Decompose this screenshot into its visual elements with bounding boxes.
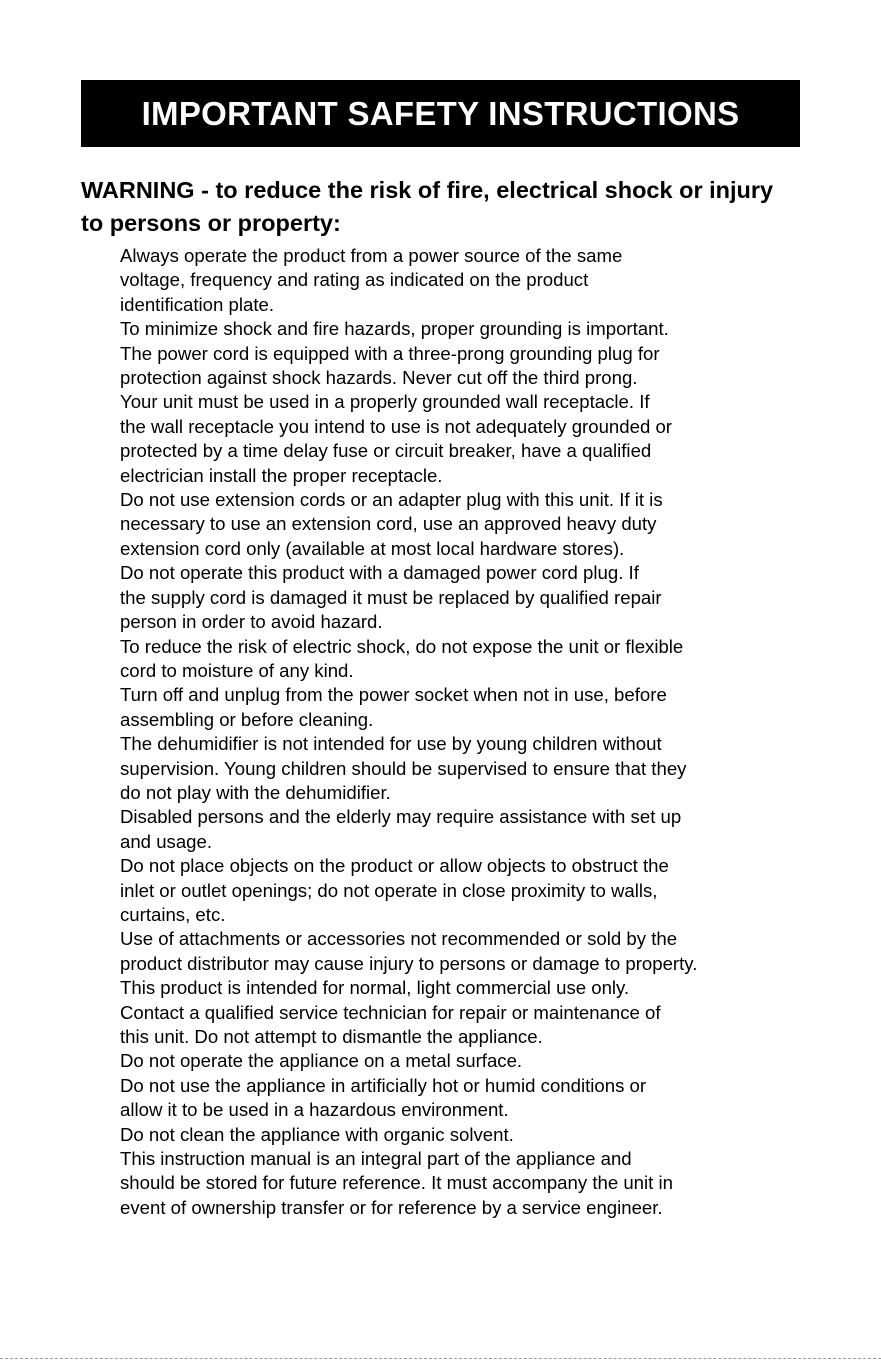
- instruction-item: The dehumidifier is not intended for use by young children without supervision. Young children should be supervised to ensure that they do not play with the dehumidifier.: [120, 733, 687, 803]
- instruction-item: Use of attachments or accessories not recommended or sold by the product distributor may cause injury to persons or damage to property.: [120, 928, 698, 974]
- instruction-item: Do not clean the appliance with organic solvent.: [120, 1123, 514, 1145]
- instruction-item: Do not use the appliance in artificially hot or humid conditions or allow it to be used in a hazardous environment.: [120, 1074, 647, 1121]
- instruction-item: This instruction manual is an integral part of the appliance and should be stored for future reference. It must accompany the unit in event of ownership transfer or for reference by a service engineer.: [120, 1148, 673, 1218]
- instructions-list: [120, 244, 805, 1220]
- instruction-item: Do not operate this product with a damaged power cord plug. If the supply cord is damaged it must be replaced by qualified repair person in order to avoid hazard.: [120, 562, 662, 633]
- instruction-item: To reduce the risk of electric shock, do not expose the unit or flexible cord to moisture of any kind.: [120, 635, 684, 681]
- bottom-divider: [0, 1358, 881, 1359]
- instruction-item: Contact a qualified service technician for repair or maintenance of this unit. Do not attempt to dismantle the appliance.: [120, 1001, 661, 1047]
- instruction-item: Turn off and unplug from the power socket when not in use, before assembling or before cleaning.: [120, 684, 667, 730]
- instruction-item: Always operate the product from a power source of the same voltage, frequency and rating as indicated on the product identification plate.: [120, 245, 623, 315]
- instruction-item: To minimize shock and fire hazards, proper grounding is important. The power cord is equipped with a three-prong grounding plug for protection against shock hazards. Never cut off the third prong. Your unit must be used in a properly grounded wall receptacle. If the wall receptacle you intend to use is not adequately grounded or protected by a time delay fuse or circuit breaker, have a qualified electrician install the proper receptacle.: [120, 318, 672, 486]
- page-title: IMPORTANT SAFETY INSTRUCTIONS: [141, 94, 740, 132]
- instruction-item: Do not operate the appliance on a metal surface.: [120, 1050, 523, 1072]
- instruction-item: Do not use extension cords or an adapter plug with this unit. If it is necessary to use an extension cord, use an approved heavy duty extension cord only (available at most local hardware stores).: [120, 489, 663, 559]
- instruction-item: Disabled persons and the elderly may require assistance with set up and usage.: [120, 806, 682, 852]
- warning-heading: WARNING - to reduce the risk of fire, electrical shock or injury to persons or property:: [81, 177, 774, 236]
- instruction-item: This product is intended for normal, light commercial use only.: [120, 977, 630, 999]
- title-banner: [81, 80, 800, 147]
- instruction-item: Do not place objects on the product or allow objects to obstruct the inlet or outlet openings; do not operate in close proximity to walls, curtains, etc.: [120, 855, 669, 925]
